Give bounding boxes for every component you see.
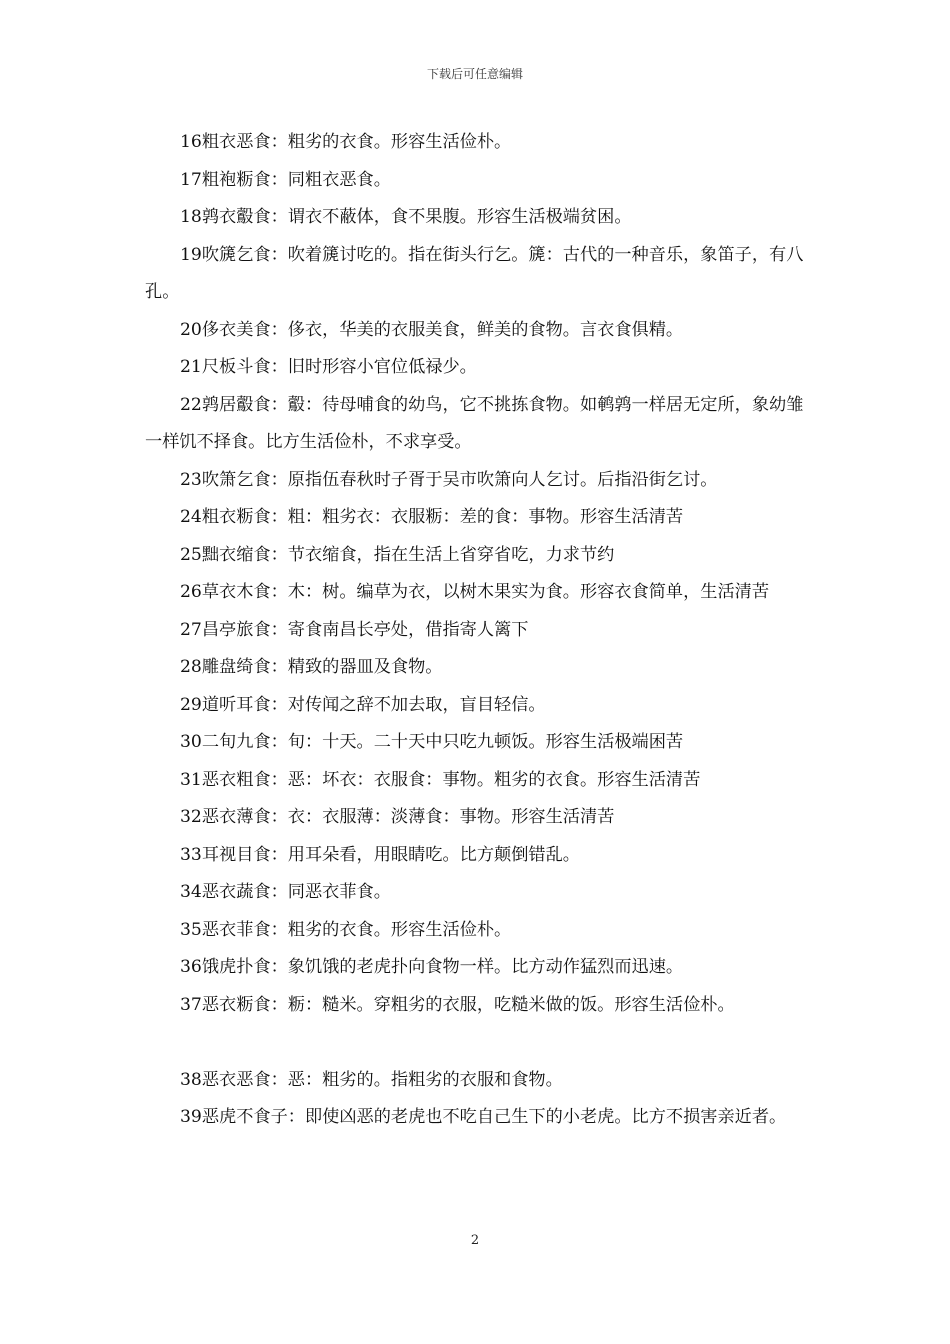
list-item: 39恶虎不食子：即使凶恶的老虎也不吃自己生下的小老虎。比方不损害亲近者。 bbox=[180, 1107, 787, 1127]
list-item: 17粗袍粝食：同粗衣恶食。 bbox=[180, 169, 391, 190]
list-item: 18鹑衣鷇食：谓衣不蔽体，食不果腹。形容生活极端贫困。 bbox=[180, 207, 632, 227]
paragraph-gap bbox=[145, 1024, 820, 1062]
list-item: 36饿虎扑食：象饥饿的老虎扑向食物一样。比方动作猛烈而迅速。 bbox=[180, 957, 684, 977]
page-header: 下载后可任意编辑 bbox=[426, 67, 523, 81]
list-item: 33耳视目食：用耳朵看，用眼睛吃。比方颠倒错乱。 bbox=[180, 844, 580, 865]
list-item: 27昌亭旅食：寄食南昌长亭处，借指寄人篱下 bbox=[180, 619, 529, 640]
list-item: 30二旬九食：旬：十天。二十天中只吃九顿饭。形容生活极端困苦 bbox=[180, 732, 684, 752]
page-number: 2 bbox=[470, 1233, 480, 1248]
list-item: 23吹箫乞食：原指伍春秋时子胥于吴市吹箫向人乞讨。后指沿街乞讨。 bbox=[180, 469, 718, 490]
document-body bbox=[145, 124, 820, 1137]
list-item: 29道听耳食：对传闻之辞不加去取，盲目轻信。 bbox=[180, 694, 546, 715]
list-item: 22鹑居鷇食：鷇：待母哺食的幼鸟，它不挑拣食物。如鹌鹑一样居无定所，象幼雏一样饥不择食。比方生活俭朴，不求享受。 bbox=[145, 394, 804, 452]
list-item: 28雕盘绮食：精致的器皿及食物。 bbox=[180, 657, 443, 677]
list-item: 32恶衣薄食：衣：衣服薄：淡薄食：事物。形容生活清苦 bbox=[180, 807, 615, 827]
list-item: 24粗衣粝食：粗：粗劣衣：衣服粝：差的食：事物。形容生活清苦 bbox=[180, 507, 684, 527]
list-item: 19吹篪乞食：吹着篪讨吃的。指在街头行乞。篪：古代的一种音乐，象笛子，有八孔。 bbox=[145, 244, 804, 302]
list-item: 34恶衣蔬食：同恶衣菲食。 bbox=[180, 882, 391, 902]
list-item: 20侈衣美食：侈衣，华美的衣服美食，鲜美的食物。言衣食俱精。 bbox=[180, 319, 684, 340]
list-item: 25黜衣缩食：节衣缩食，指在生活上省穿省吃，力求节约 bbox=[180, 544, 615, 565]
list-item: 21尺板斗食：旧时形容小官位低禄少。 bbox=[180, 357, 477, 377]
list-item: 37恶衣粝食：粝：糙米。穿粗劣的衣服，吃糙米做的饭。形容生活俭朴。 bbox=[180, 994, 735, 1015]
list-item: 26草衣木食：木：树。编草为衣，以树木果实为食。形容衣食简单，生活清苦 bbox=[180, 582, 770, 602]
list-item: 16粗衣恶食：粗劣的衣食。形容生活俭朴。 bbox=[180, 132, 512, 152]
list-item: 35恶衣菲食：粗劣的衣食。形容生活俭朴。 bbox=[180, 919, 512, 940]
list-item: 38恶衣恶食：恶：粗劣的。指粗劣的衣服和食物。 bbox=[180, 1069, 563, 1090]
list-item: 31恶衣粗食：恶：坏衣：衣服食：事物。粗劣的衣食。形容生活清苦 bbox=[180, 769, 701, 790]
